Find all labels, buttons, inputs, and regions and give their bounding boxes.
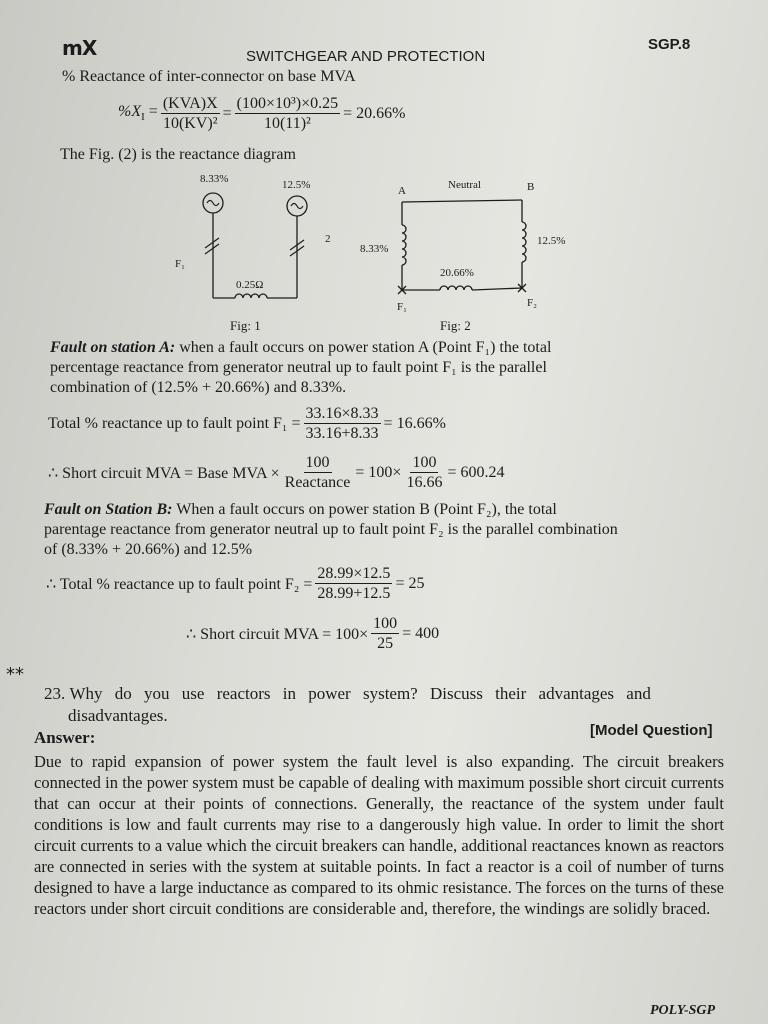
fig1-label-r: 0.25Ω (236, 279, 264, 291)
total-a-lhs: Total % reactance up to fault point F₁ = (48, 414, 301, 432)
footer-series: POLY-SGP (650, 1003, 716, 1018)
fault-b-paragraph (44, 500, 618, 560)
model-question-tag: [Model Question] (590, 722, 713, 739)
total-a-formula (48, 404, 446, 443)
coil-right-icon (522, 222, 526, 262)
fig2-label-b: B (527, 181, 535, 193)
total-b-den: 28.99+12.5 (317, 585, 391, 602)
sc-a-formula (48, 453, 504, 492)
total-a-den: 33.16+8.33 (305, 425, 379, 442)
fault-b-text1: When a fault occurs on power station B (Point F₂), the total (172, 501, 557, 518)
fig2-label-neutral: Neutral (448, 179, 481, 191)
formula1-den1: 10(KV)² (162, 115, 218, 132)
sc-a-den2: 16.66 (406, 474, 443, 491)
fig1-caption: Fig: 1 (230, 318, 261, 333)
sc-a-num2: 100 (412, 454, 437, 471)
total-a-num: 33.16×8.33 (305, 405, 379, 422)
page-code: SGP.8 (648, 36, 691, 53)
total-b-num: 28.99×12.5 (317, 565, 391, 582)
formula1-num1: (KVA)X (162, 95, 218, 112)
fig1-label-a: 8.33% (200, 173, 229, 185)
total-b-formula (46, 564, 424, 603)
formula1-result: = 20.66% (343, 104, 406, 122)
fault-a-paragraph (50, 338, 551, 398)
sc-b-den: 25 (377, 635, 394, 652)
publisher-logo: mX (62, 36, 97, 60)
fig1-label-f1: F₁ (175, 258, 185, 270)
formula-interconnector: $\%X_I$ = $\frac{\text{(KVA)X}}{\text{10(KV)²}}$ = $\frac{\text{(100×10³)×0.25}}{\text{10(11)²}}$ = 20.66% (118, 95, 406, 132)
reactor-coil-icon (235, 294, 267, 298)
formula1-lhs: $\%X_I$ = (118, 103, 158, 124)
answer-label: Answer: (34, 728, 96, 747)
sc-a-den1: Reactance (284, 474, 351, 491)
fault-a-text1: when a fault occurs on power station A (Point F₁) the total (175, 339, 552, 356)
fig2-circuit (360, 179, 565, 333)
fig1-label-2: 2 (325, 233, 331, 245)
sc-b-formula (186, 614, 439, 653)
fig1-label-b: 12.5% (282, 179, 311, 191)
handwritten-stars: ** (6, 664, 24, 685)
fig2-caption: Fig: 2 (440, 318, 471, 333)
reactance-intro: % Reactance of inter-connector on base MVA (62, 68, 356, 85)
question-number: 23. (44, 684, 66, 703)
fig2-label-right: 12.5% (537, 235, 566, 247)
coil-left-icon (402, 225, 406, 265)
total-a-result: = 16.66% (383, 414, 446, 432)
fig2-label-left: 8.33% (360, 243, 389, 255)
page-title: SWITCHGEAR AND PROTECTION (246, 48, 486, 65)
sc-a-lhs: ∴ Short circuit MVA = Base MVA × (48, 464, 280, 482)
fig2-label-f1: F₁ (397, 301, 407, 313)
reactance-diagrams (150, 170, 570, 345)
sc-a-num1: 100 (305, 454, 330, 471)
fig2-label-mid: 20.66% (440, 267, 474, 279)
fault-b-heading: Fault on Station B: (44, 501, 173, 518)
sc-a-result: = 600.24 (447, 463, 505, 481)
fault-b-text3: of (8.33% + 20.66%) and 12.5% (44, 541, 253, 558)
fault-a-text3: combination of (12.5% + 20.66%) and 8.33%. (50, 379, 347, 396)
coil-mid-icon (440, 286, 472, 290)
sc-b-num: 100 (373, 615, 398, 632)
fault-a-text2: percentage reactance from generator neutral up to fault point F₁ is the parallel (50, 359, 547, 376)
question-text1: Why do you use reactors in power system? Discuss their advantages and (69, 684, 651, 703)
sc-a-mid: = 100× (355, 463, 402, 481)
total-b-result: = 25 (395, 574, 425, 592)
question-line1 (44, 684, 651, 704)
total-b-lhs: ∴ Total % reactance up to fault point F₂ = (46, 575, 313, 593)
fig1-circuit (175, 173, 331, 333)
question-text2: disadvantages. (68, 706, 168, 725)
sc-b-result: = 400 (402, 624, 440, 642)
formula1-den2: 10(11)² (263, 115, 311, 132)
breaker-a-icon (205, 238, 219, 254)
formula1-num2: (100×10³)×0.25 (236, 95, 339, 112)
fault-b-text2: parentage reactance from generator neutral up to fault point F₂ is the parallel combination (44, 521, 618, 538)
answer-body: Due to rapid expansion of power system the fault level is also expanding. The circuit breakers connected in the power system must be capable of dealing with maximum possible short circuit currents that can occur at their points of connections. Generally, the reactance of the system under fault conditions is low and fault currents may rise to a dangerously high value. In order to limit the short circuit currents to a value which the circuit breakers can handle, additional reactances known as reactors are connected in series with the system at suitable points. In fact a reactor is a coil of number of turns designed to have a large inductance as compared to its ohmic resistance. The forces on the turns of these reactors under short circuit conditions are considerable and, therefore, the windings are solidly braced. (34, 752, 724, 918)
fault-a-heading: Fault on station A: (50, 339, 176, 356)
sc-b-lhs: ∴ Short circuit MVA = 100× (186, 625, 369, 643)
fig2-label-a: A (398, 185, 406, 197)
fig2-label-f2: F₂ (527, 297, 537, 309)
fig-intro: The Fig. (2) is the reactance diagram (60, 146, 296, 163)
